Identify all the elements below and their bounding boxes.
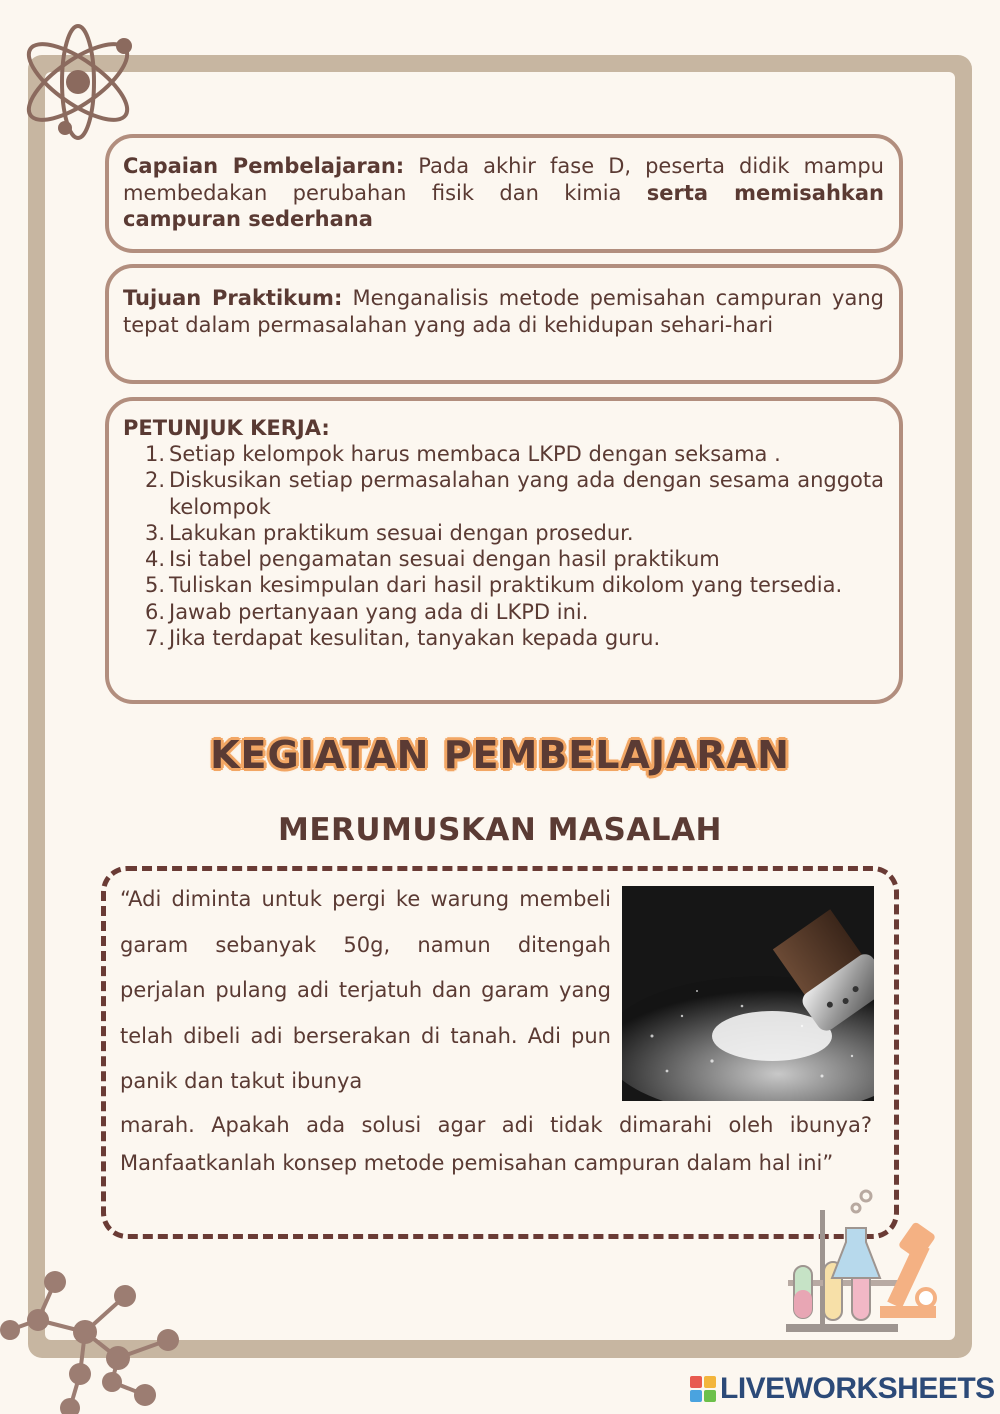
capaian-box bbox=[105, 134, 903, 253]
tujuan-label: Tujuan Praktikum: bbox=[123, 286, 343, 310]
salt-photo bbox=[622, 886, 874, 1101]
molecule-icon bbox=[0, 1270, 190, 1414]
liveworksheets-logo bbox=[690, 1372, 995, 1406]
step-text: Tuliskan kesimpulan dari hasil praktikum dikolom yang tersedia. bbox=[169, 573, 843, 598]
atom-icon bbox=[10, 20, 150, 145]
step-number: 3. bbox=[144, 520, 165, 545]
lab-equipment-icon bbox=[780, 1188, 945, 1336]
brand-text: LIVEWORKSHEETS bbox=[720, 1372, 995, 1405]
list-item bbox=[141, 467, 884, 520]
step-text: Lakukan praktikum sesuai dengan prosedur. bbox=[169, 520, 634, 545]
tujuan-box bbox=[105, 264, 903, 384]
step-text: Setiap kelompok harus membaca LKPD dengan seksama . bbox=[169, 442, 781, 466]
step-number: 6. bbox=[144, 599, 165, 624]
list-item bbox=[141, 599, 884, 625]
petunjuk-box bbox=[105, 397, 903, 704]
kegiatan-heading: KEGIATAN PEMBELAJARAN bbox=[210, 733, 790, 777]
petunjuk-title: PETUNJUK KERJA: bbox=[123, 416, 330, 440]
step-text: Jawab pertanyaan yang ada di LKPD ini. bbox=[169, 599, 589, 624]
list-item bbox=[141, 572, 884, 598]
list-item bbox=[141, 520, 884, 546]
masalah-heading: MERUMUSKAN MASALAH bbox=[277, 812, 722, 848]
list-item bbox=[141, 625, 884, 651]
step-text: Jika terdapat kesulitan, tanyakan kepada guru. bbox=[169, 626, 661, 651]
story-text-top: “Adi diminta untuk pergi ke warung membeli garam sebanyak 50g, namun ditengah perjalan pulang adi terjatuh dan garam yang telah dibeli adi berserakan di tanah. Adi pun panik dan takut ibunya bbox=[120, 887, 611, 1093]
tujuan-text: Menganalisis metode pemisahan campuran yang tepat dalam permasalahan yang ada di kehidupan sehari-hari bbox=[123, 286, 884, 337]
list-item bbox=[141, 546, 884, 572]
salt-shaker-image bbox=[622, 886, 874, 1101]
capaian-label: Capaian Pembelajaran: bbox=[123, 154, 405, 178]
step-text: Diskusikan setiap permasalahan yang ada dengan sesama anggota kelompok bbox=[169, 468, 884, 519]
liveworksheets-icon bbox=[690, 1376, 716, 1402]
capaian-bold-tail: serta memisahkan campuran sederhana bbox=[123, 180, 884, 231]
step-text: Isi tabel pengamatan sesuai dengan hasil praktikum bbox=[169, 547, 720, 572]
list-item bbox=[141, 441, 884, 467]
step-number: 5. bbox=[144, 573, 165, 598]
story-text-bottom: marah. Apakah ada solusi agar adi tidak dimarahi oleh ibunya? Manfaatkanlah konsep metode pemisahan campuran dalam hal ini” bbox=[120, 1113, 872, 1175]
step-number: 7. bbox=[144, 626, 165, 651]
petunjuk-list bbox=[141, 441, 884, 651]
step-number: 2. bbox=[144, 468, 165, 493]
step-number: 1. bbox=[144, 442, 165, 466]
step-number: 4. bbox=[144, 547, 165, 572]
capaian-text: Pada akhir fase D, peserta didik mampu membedakan perubahan fisik dan kimia bbox=[123, 154, 884, 205]
